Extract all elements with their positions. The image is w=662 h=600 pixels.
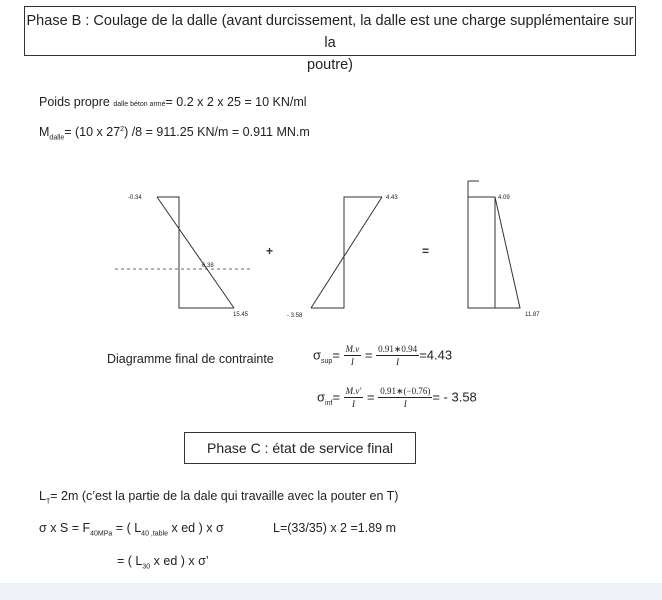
diagram-3 xyxy=(468,181,540,318)
eq1-b: = ( L xyxy=(112,521,142,535)
phase-b-title-line1: Phase B : Coulage de la dalle (avant durcissement, la dalle est une charge supplémentaire sur la xyxy=(26,13,634,51)
d2-top-label: 4.43 xyxy=(386,195,398,201)
poids-propre-line xyxy=(39,95,307,109)
lt-expr: = 2m (c’est la partie de la dale qui travaille avec la pouter en T) xyxy=(50,489,399,503)
eq2-b: x ed ) x σ’ xyxy=(150,554,209,568)
plus-sign: + xyxy=(266,244,274,258)
eq2-sub: 30 xyxy=(142,563,151,571)
phase-b-header xyxy=(24,6,636,73)
sigma-inf-frac2: $\frac{0.91∗(-0.76)}{I}$ xyxy=(380,386,431,409)
poids-expr: = 0.2 x 2 x 25 = 10 KN/ml xyxy=(165,95,307,109)
sigma-sup-sub: sup xyxy=(321,358,333,366)
sigma-inf-sub: inf xyxy=(325,400,333,408)
m-dalle-m: M xyxy=(39,125,50,139)
lt-sub: T xyxy=(45,498,51,506)
m-dalle-expr-a: = (10 x 27 xyxy=(64,125,121,139)
poids-prefix: Poids propre xyxy=(39,95,114,109)
eq2-a: = ( L xyxy=(117,554,143,568)
diagram-caption: Diagramme final de contrainte xyxy=(107,352,274,366)
m-dalle-expr-b: ) /8 = 911.25 KN/m = 0.911 MN.m xyxy=(124,125,310,139)
eq1-sub1: 40MPa xyxy=(90,530,113,538)
equals-sign: = xyxy=(422,244,430,258)
bottom-band xyxy=(0,583,662,600)
sigma-sup-equation xyxy=(313,344,452,368)
sigma-sup-result: =4.43 xyxy=(419,347,453,363)
lt-line xyxy=(39,489,399,506)
stress-diagrams xyxy=(0,175,662,325)
diagram-2 xyxy=(287,195,398,319)
d2-bottom-label: - 3.58 xyxy=(287,313,303,319)
sigma-sup-frac2: $\frac{0.91∗0.94}{I}$ xyxy=(378,344,418,367)
sigma-sup-frac1: $\frac{M.v}{I}$ xyxy=(345,344,360,367)
sigma-inf-symbol: σ xyxy=(317,389,326,405)
m-dalle-exp: 2 xyxy=(120,125,125,133)
lt-l: L xyxy=(39,489,46,503)
d1-top-label: -0.34 xyxy=(128,195,142,201)
eq1-sub2: 40 ,table xyxy=(141,530,169,538)
m-dalle-line xyxy=(39,125,310,142)
sigma-inf-result: = - 3.58 xyxy=(432,389,477,405)
sigma-sup-symbol: σ xyxy=(313,347,322,363)
d1-bottom-label: 15.45 xyxy=(233,312,249,318)
d1-mid-label: 6.38 xyxy=(202,263,214,269)
sigma-sup-eq1: = xyxy=(332,347,340,363)
eq1-c: x ed ) x σ xyxy=(168,521,224,535)
sigma-inf-frac1: $\frac{M.v'}{I}$ xyxy=(345,386,362,409)
l-ratio-line: L=(33/35) x 2 =1.89 m xyxy=(273,521,396,535)
sigma-inf-eq2: = xyxy=(367,389,375,405)
phase-c-header: Phase C : état de service final xyxy=(184,432,416,464)
m-dalle-sub: dalle xyxy=(49,134,65,142)
sigma-sup-eq2: = xyxy=(364,347,373,363)
d3-bottom-label: 11.87 xyxy=(525,312,540,318)
eq1-a: σ x S = F xyxy=(39,521,91,535)
equation-line-2 xyxy=(117,554,209,571)
poids-sub: dalle béton armé xyxy=(113,101,166,108)
sigma-inf-equation xyxy=(317,386,477,410)
d3-top-label: 4.09 xyxy=(498,195,510,201)
equation-line-1 xyxy=(39,521,224,538)
diagram-1 xyxy=(115,195,250,318)
sigma-inf-eq1: = xyxy=(332,389,341,405)
phase-b-title-line2: poutre) xyxy=(307,57,353,73)
